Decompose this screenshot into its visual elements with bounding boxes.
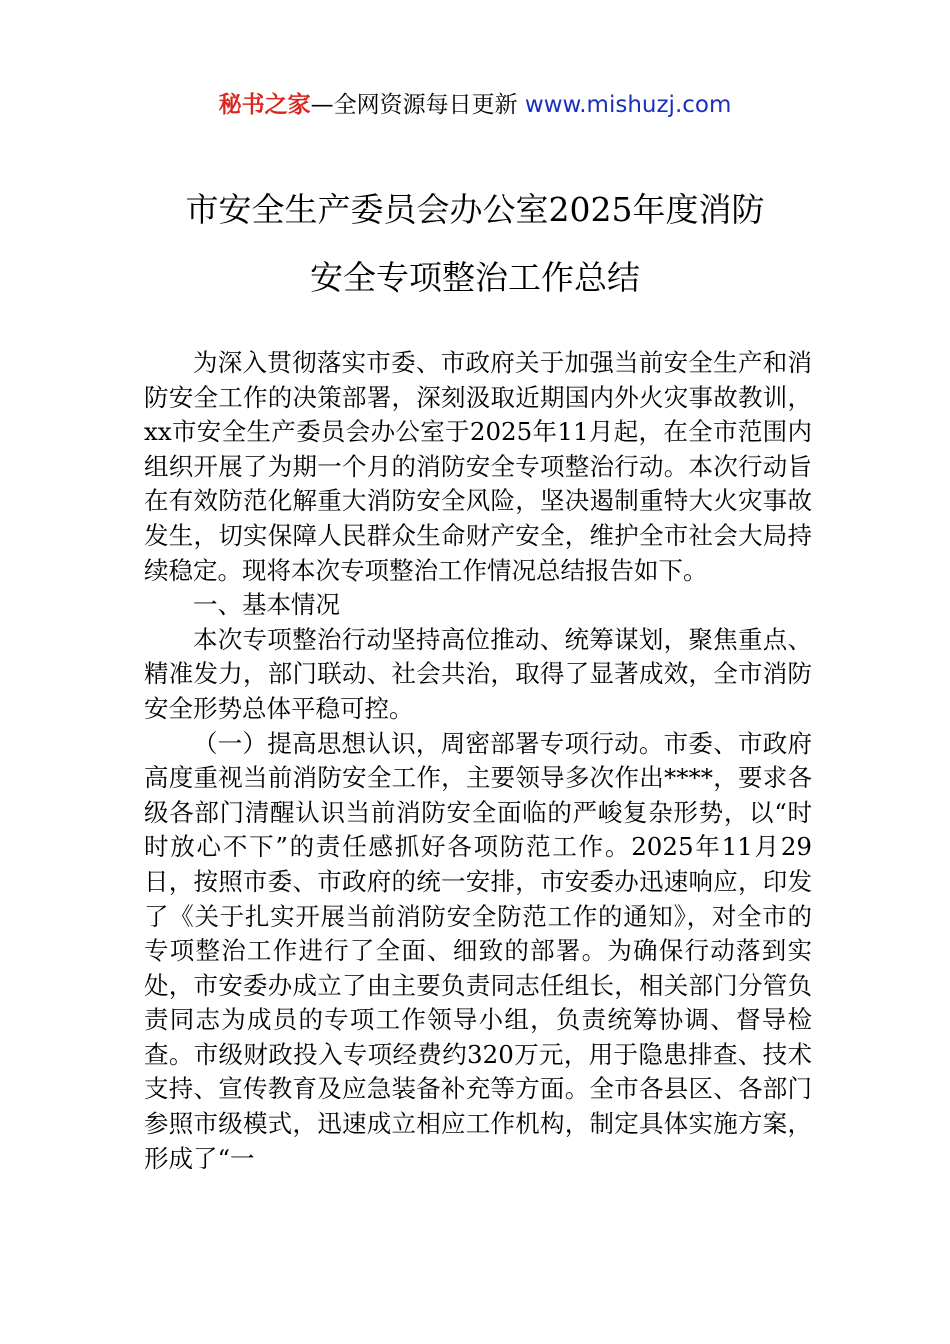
body-paragraph: （一）提高思想认识，周密部署专项行动。市委、市政府高度重视当前消防安全工作，主要领导多次作出****，要求各级各部门清醒认识当前消防安全面临的严峻复杂形势，以“时时放心不下”的责任感抓好各项防范工作。2025年11月29日，按照市委、市政府的统一安排，市安委办迅速响应，印发了《关于扎实开展当前消防安全防范工作的通知》，对全市的专项整治工作进行了全面、细致的部署。为确保行动落到实处，市安委办成立了由主要负责同志任组长，相关部门分管负责同志为成员的专项工作领导小组，负责统筹协调、督导检查。市级财政投入专项经费约320万元，用于隐患排查、技术支持、宣传教育及应急装备补充等方面。全市各县区、各部门参照市级模式，迅速成立相应工作机构，制定具体实施方案，形成了“一 bbox=[144, 728, 812, 1173]
intro-paragraph: 为深入贯彻落实市委、市政府关于加强当前安全生产和消防安全工作的决策部署，深刻汲取近期国内外火灾事故教训，xx市安全生产委员会办公室于2025年11月起，在全市范围内组织开展了为期一个月的消防安全专项整治行动。本次行动旨在有效防范化解重大消防安全风险，坚决遏制重特大火灾事故发生，切实保障人民群众生命财产安全，维护全市社会大局持续稳定。现将本次专项整治工作情况总结报告如下。 bbox=[144, 348, 812, 585]
site-url[interactable]: www.mishuzj.com bbox=[524, 92, 732, 118]
body-paragraph: 本次专项整治行动坚持高位推动、统筹谋划，聚焦重点、精准发力，部门联动、社会共治，取得了显著成效，全市消防安全形势总体平稳可控。 bbox=[144, 624, 812, 723]
document-body bbox=[144, 346, 812, 1176]
header-tagline: —全网资源每日更新 bbox=[310, 92, 525, 118]
section-heading: 一、基本情况 bbox=[193, 590, 340, 620]
page-header bbox=[0, 88, 950, 122]
brand-name: 秘书之家 bbox=[218, 92, 311, 118]
document-title-line-2: 安全专项整治工作总结 bbox=[310, 258, 640, 297]
document-title-line-1: 市安全生产委员会办公室2025年度消防 bbox=[185, 190, 765, 229]
